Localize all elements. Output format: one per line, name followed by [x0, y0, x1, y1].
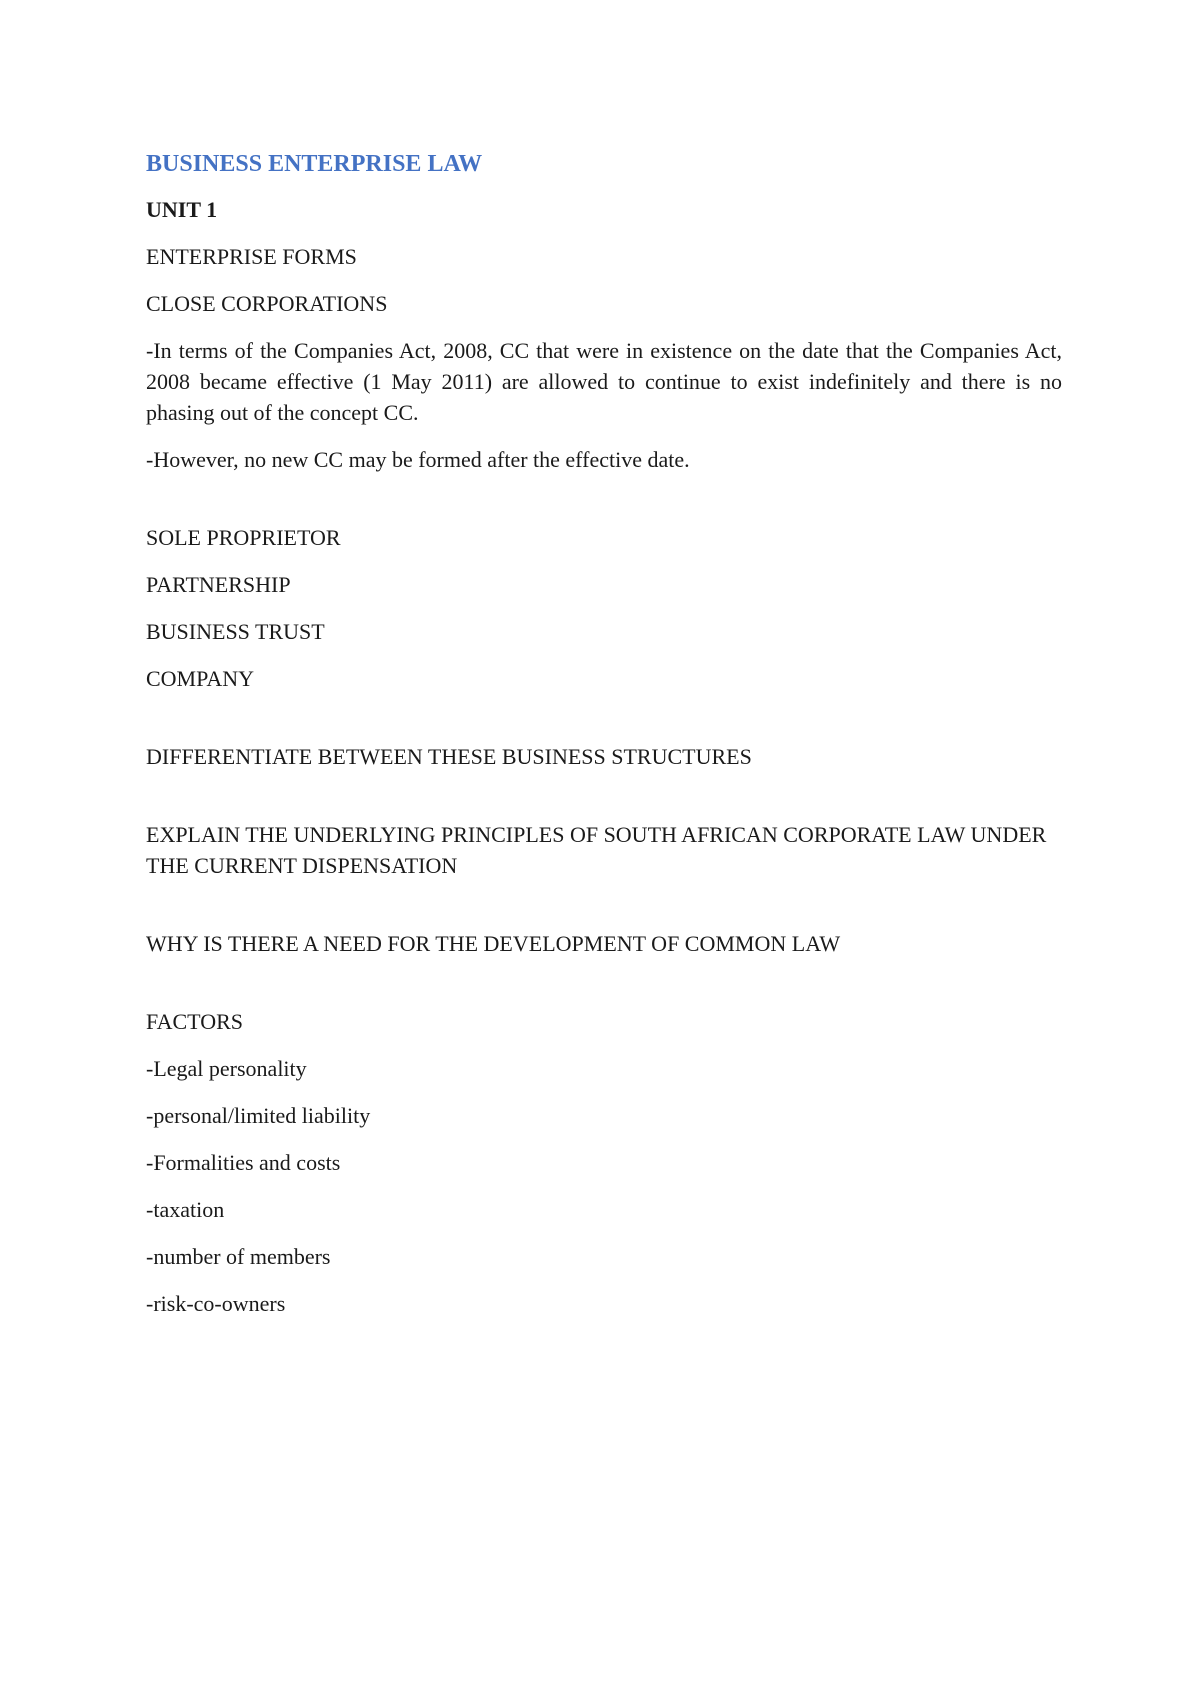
unit-heading: UNIT 1 [146, 197, 218, 222]
factor-item: -personal/limited liability [146, 1103, 371, 1128]
document-body [146, 146, 1062, 1335]
structure-item-partnership: PARTNERSHIP [146, 572, 291, 597]
factor-item: -Formalities and costs [146, 1150, 341, 1175]
question-principles: EXPLAIN THE UNDERLYING PRINCIPLES OF SOUTH AFRICAN CORPORATE LAW UNDER THE CURRENT DISPENSATION [146, 822, 1047, 878]
factor-item: -number of members [146, 1244, 331, 1269]
factors-heading: FACTORS [146, 1009, 244, 1034]
enterprise-forms-heading: ENTERPRISE FORMS [146, 244, 357, 269]
factor-item: -risk-co-owners [146, 1291, 286, 1316]
question-differentiate: DIFFERENTIATE BETWEEN THESE BUSINESS STRUCTURES [146, 744, 752, 769]
close-corporations-heading: CLOSE CORPORATIONS [146, 291, 388, 316]
structure-item-business-trust: BUSINESS TRUST [146, 619, 325, 644]
spacer [146, 710, 1062, 741]
cc-existence-paragraph: -In terms of the Companies Act, 2008, CC that were in existence on the date that the Companies Act, 2008 became effective (1 May 2011) are allowed to continue to exist indefinitely and there is no phasing out of the concept CC. [146, 338, 1062, 425]
structure-item-company: COMPANY [146, 666, 255, 691]
question-common-law: WHY IS THERE A NEED FOR THE DEVELOPMENT OF COMMON LAW [146, 931, 841, 956]
factor-item: -taxation [146, 1197, 225, 1222]
spacer [146, 897, 1062, 928]
structure-item-sole-proprietor: SOLE PROPRIETOR [146, 525, 341, 550]
document-title: BUSINESS ENTERPRISE LAW [146, 151, 483, 177]
spacer [146, 975, 1062, 1006]
factor-item: -Legal personality [146, 1056, 307, 1081]
spacer [146, 491, 1062, 522]
spacer [146, 788, 1062, 819]
cc-no-new-paragraph: -However, no new CC may be formed after the effective date. [146, 447, 690, 472]
